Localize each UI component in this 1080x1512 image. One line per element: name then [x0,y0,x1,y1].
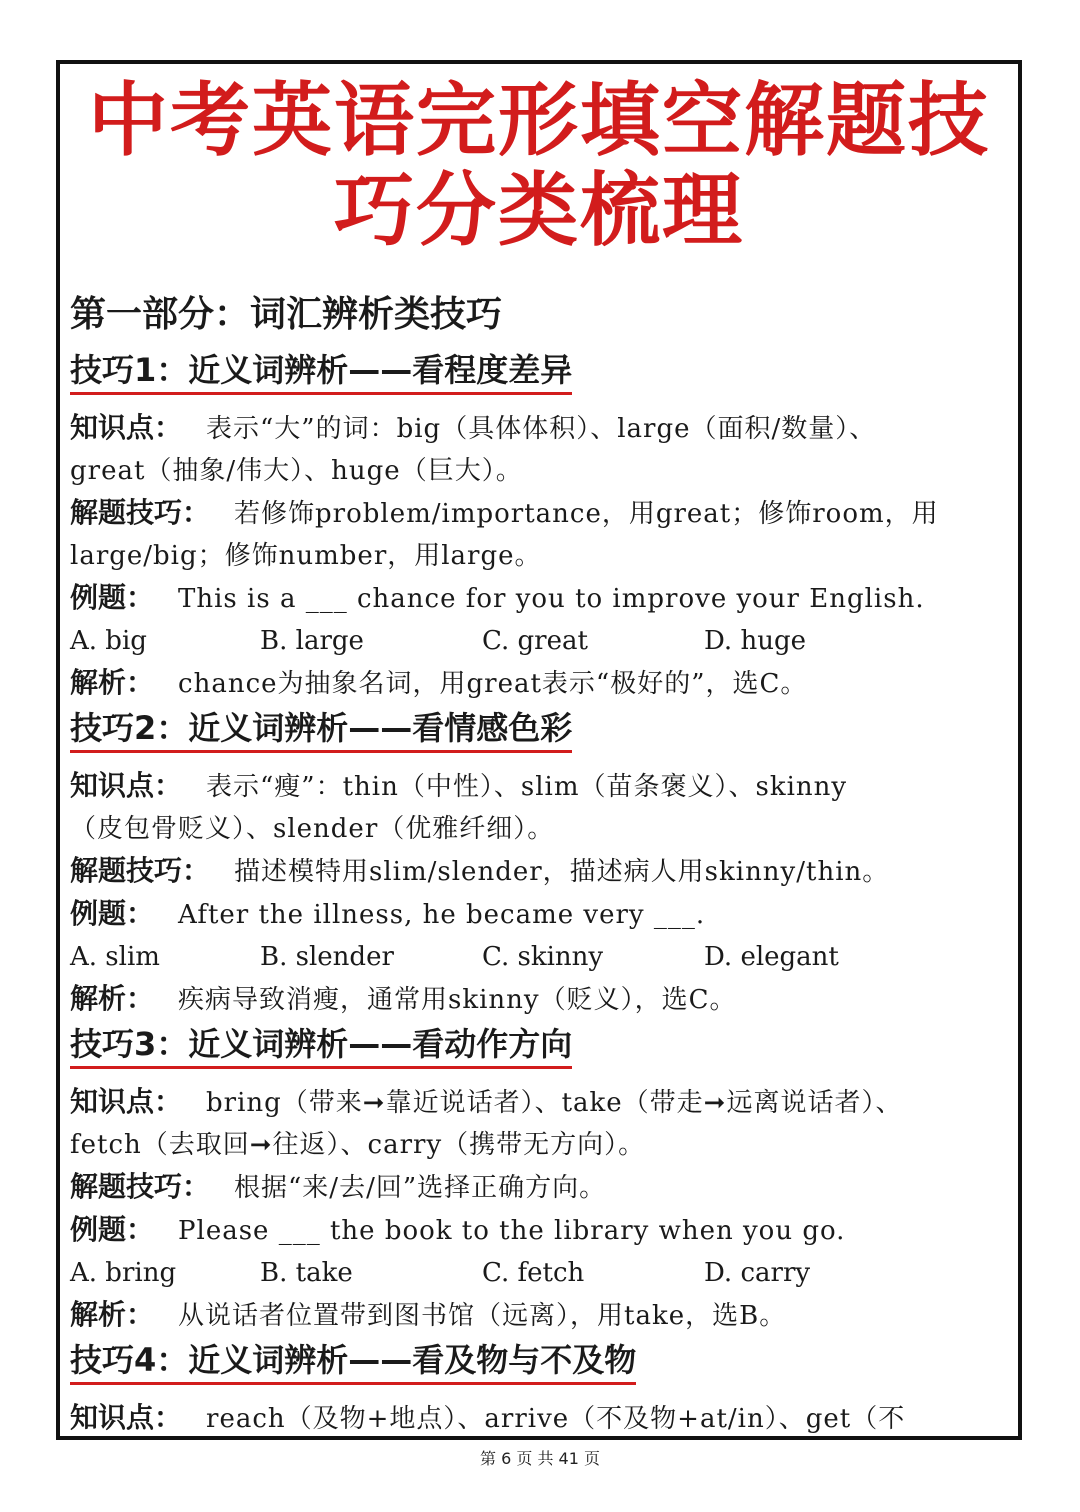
option-a: A. bring [70,1258,177,1288]
tip-heading: 技巧3：近义词辨析——看动作方向 [70,1024,572,1069]
strategy-line: 解题技巧： 若修饰problem/importance，用great；修饰room，用 [70,496,939,529]
strategy-label: 解题技巧： [70,854,211,887]
analysis-line: 解析： chance为抽象名词，用great表示“极好的”，选C。 [70,666,808,699]
analysis-label: 解析： [70,982,155,1015]
option-b: B. take [260,1258,353,1288]
option-d: D. huge [704,626,806,656]
analysis-label: 解析： [70,1298,155,1331]
tip-section [70,350,1012,705]
knowledge-line: （皮包骨贬义）、slender（优雅纤细）。 [70,814,555,844]
knowledge-line: 知识点： bring（带来➞靠近说话者）、take（带走➞远离说话者）、 [70,1085,903,1118]
knowledge-line: fetch（去取回➞往返）、carry（携带无方向）。 [70,1130,646,1160]
strategy-label: 解题技巧： [70,496,211,529]
option-b: B. slender [260,942,394,972]
knowledge-label: 知识点： [70,1085,183,1118]
strategy-line: 解题技巧： 根据“来/去/回”选择正确方向。 [70,1170,607,1203]
option-c: C. great [482,626,588,656]
analysis-line: 解析： 从说话者位置带到图书馆（远离），用take，选B。 [70,1298,787,1331]
tip-heading: 技巧1：近义词辨析——看程度差异 [70,350,572,395]
knowledge-label: 知识点： [70,411,183,444]
options-row [70,936,1012,978]
analysis-line: 解析： 疾病导致消瘦，通常用skinny（贬义），选C。 [70,982,737,1015]
example-line: 例题： After the illness, he became very ___. [70,897,706,930]
option-d: D. carry [704,1258,811,1288]
option-d: D. elegant [704,942,839,972]
part-heading: 第一部分：词汇辨析类技巧 [70,294,503,335]
options-row [70,620,1012,662]
knowledge-line: 知识点： 表示“瘦”：thin（中性）、slim（苗条褒义）、skinny [70,769,848,802]
title-line-2: 巧分类梳理 [334,164,744,257]
tip-heading: 技巧4：近义词辨析——看及物与不及物 [70,1340,636,1385]
example-label: 例题： [70,581,155,614]
analysis-label: 解析： [70,666,155,699]
knowledge-line: 知识点： 表示“大”的词：big（具体体积）、large（面积/数量）、 [70,411,877,444]
example-line: 例题： Please ___ the book to the library when you go. [70,1213,846,1246]
strategy-line: large/big；修饰number，用large。 [70,541,542,571]
tip-heading: 技巧2：近义词辨析——看情感色彩 [70,708,572,753]
options-row [70,1252,1012,1294]
tip-section [70,708,1012,1021]
tip-section [70,1024,1012,1337]
strategy-label: 解题技巧： [70,1170,211,1203]
option-c: C. skinny [482,942,604,972]
knowledge-line: 知识点： reach（及物+地点）、arrive（不及物+at/in）、get（不 [70,1401,906,1434]
knowledge-label: 知识点： [70,769,183,802]
tip-section [70,1340,1012,1440]
knowledge-label: 知识点： [70,1401,183,1434]
option-b: B. large [260,626,364,656]
page-footer: 第 6 页 共 41 页 [480,1449,600,1468]
example-line: 例题： This is a ___ chance for you to improve your English. [70,581,925,614]
option-c: C. fetch [482,1258,585,1288]
example-label: 例题： [70,1213,155,1246]
strategy-line: 解题技巧： 描述模特用slim/slender，描述病人用skinny/thin。 [70,854,890,887]
page-frame [56,60,1022,1440]
knowledge-line: great（抽象/伟大）、huge（巨大）。 [70,456,523,486]
title-line-1: 中考英语完形填空解题技 [88,74,990,167]
option-a: A. slim [70,942,160,972]
option-a: A. big [70,626,147,656]
example-label: 例题： [70,897,155,930]
